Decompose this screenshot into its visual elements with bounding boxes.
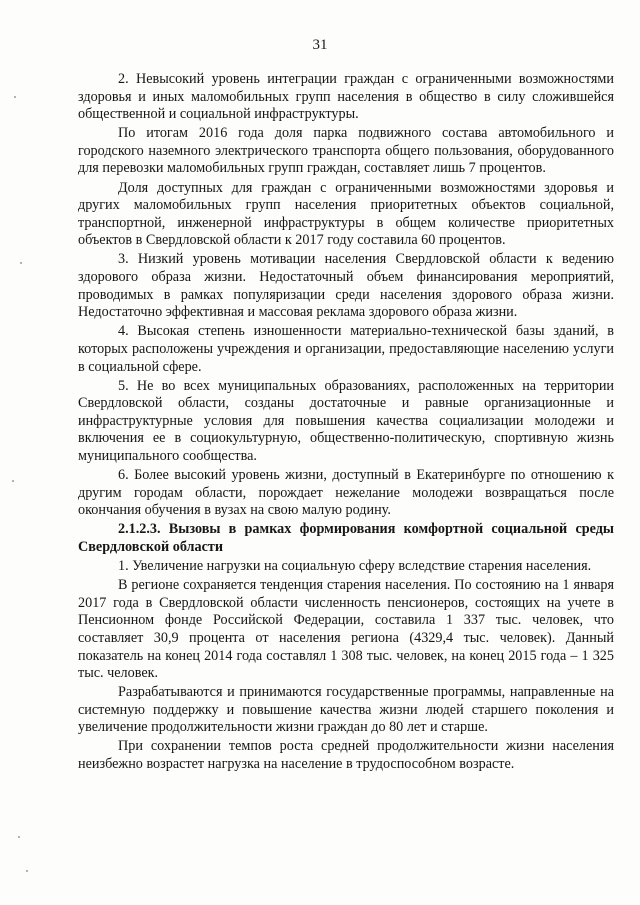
paragraph: 3. Низкий уровень мотивации населения Свердловской области к ведению здорового образа жизни. Недостаточный объем финансирования мероприятий, проводимых в рамках популяризации среди населения здорового образа жизни. Недостаточно эффективная и массовая реклама здорового образа жизни.: [78, 251, 614, 321]
paragraph: Доля доступных для граждан с ограниченными возможностями здоровья и других маломобильных групп населения приоритетных объектов социальной, транспортной, инженерной инфраструктуры в общем количестве приоритетных объектов в Свердловской области к 2017 году составила 60 процентов.: [78, 179, 614, 249]
scan-speck: [12, 480, 14, 482]
scan-speck: [26, 870, 28, 872]
paragraph: 6. Более высокий уровень жизни, доступный в Екатеринбурге по отношению к другим городам области, порождает нежелание молодежи возвращаться после окончания обучения в вузах на свою малую родину.: [78, 467, 614, 519]
paragraph: 2. Невысокий уровень интеграции граждан с ограниченными возможностями здоровья и иных маломобильных групп населения в общество в силу сложившейся общественной и социальной инфраструктуры.: [78, 71, 614, 123]
paragraph: 1. Увеличение нагрузки на социальную сферу вследствие старения населения.: [118, 558, 592, 575]
page-number: 31: [312, 37, 328, 53]
scan-speck: [20, 262, 22, 264]
document-body: [78, 71, 614, 775]
paragraph: 5. Не во всех муниципальных образованиях, расположенных на территории Свердловской области, созданы достаточные и равные организационные и инфраструктурные условия для повышения качества социализации молодежи и включения ее в социокультурную, общественно-политическую, спортивную жизнь муниципального сообщества.: [78, 377, 614, 464]
scan-speck: [14, 96, 16, 98]
paragraph: По итогам 2016 года доля парка подвижного состава автомобильного и городского наземного электрического транспорта общего пользования, оборудованного для перевозки маломобильных групп граждан, составляет лишь 7 процентов.: [78, 125, 614, 177]
paragraph: При сохранении темпов роста средней продолжительности жизни населения неизбежно возрастет нагрузка на население в трудоспособном возрасте.: [78, 738, 614, 773]
scan-speck: [18, 836, 20, 838]
paragraph: В регионе сохраняется тенденция старения населения. По состоянию на 1 января 2017 года в Свердловской области численность пенсионеров, состоящих на учете в Пенсионном фонде Российской Федерации, составила 1 337 тыс. человек, что составляет 30,9 процента от населения региона (4329,4 тыс. человек). Данный показатель на конец 2014 года составлял 1 308 тыс. человек, на конец 2015 года – 1 325 тыс. человек.: [78, 577, 614, 682]
paragraph: 4. Высокая степень изношенности материально-технической базы зданий, в которых расположены учреждения и организации, предоставляющие населению услуги в социальной сфере.: [78, 323, 614, 375]
paragraph: Разрабатываются и принимаются государственные программы, направленные на системную поддержку и повышение качества жизни людей старшего поколения и увеличение продолжительности жизни граждан до 80 лет и старше.: [78, 684, 614, 736]
section-heading: 2.1.2.3. Вызовы в рамках формирования комфортной социальной среды Свердловской области: [78, 521, 614, 555]
